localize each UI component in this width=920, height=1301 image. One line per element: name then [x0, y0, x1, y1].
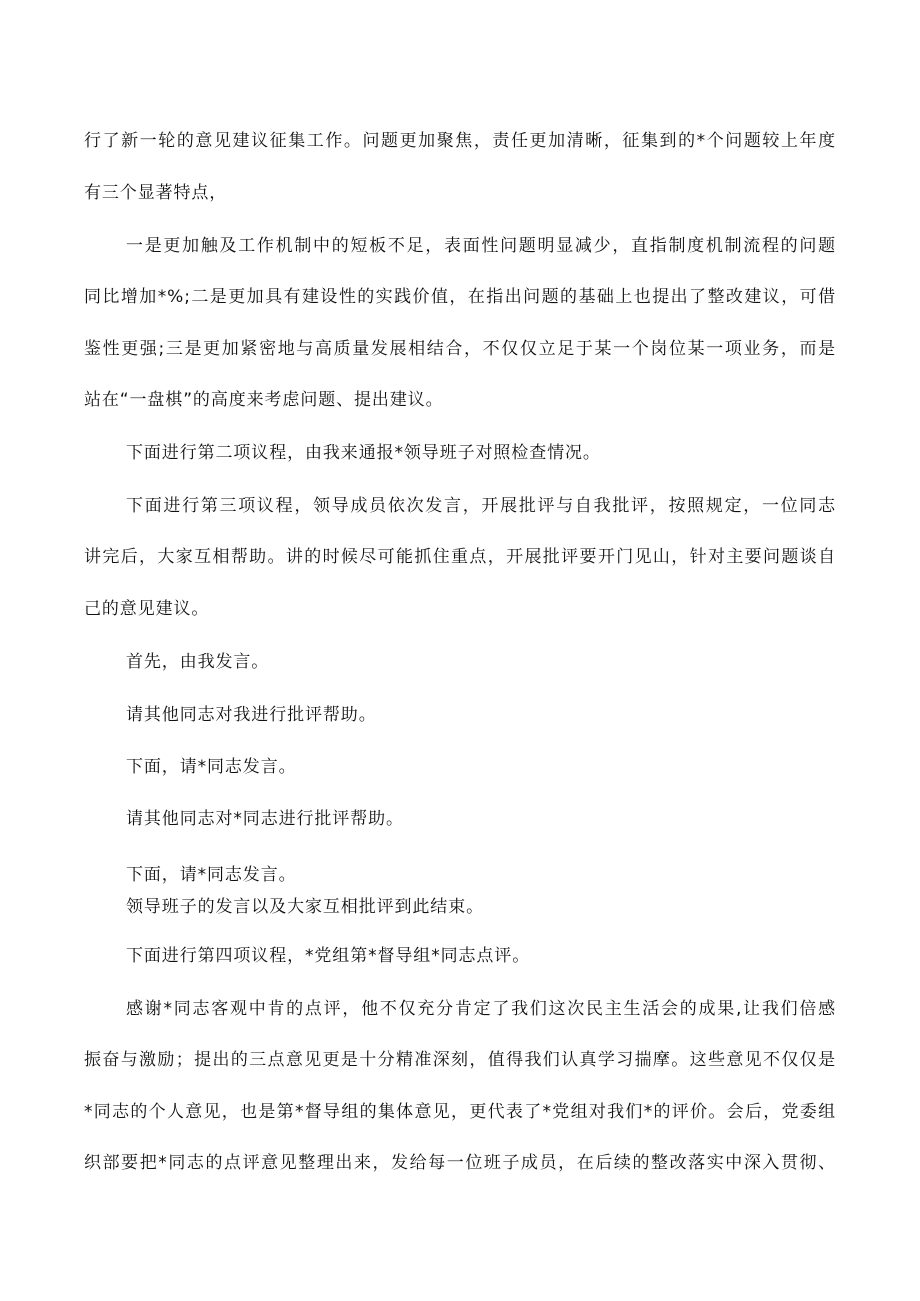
paragraph-4-line-2: 讲完后，大家互相帮助。讲的时候尽可能抓住重点，开展批评要开门见山，针对主要问题谈自 — [84, 547, 836, 567]
paragraph-3: 下面进行第二项议程，由我来通报*领导班子对照检查情况。 — [126, 443, 601, 463]
paragraph-2-line-2: 同比增加*%;二是更加具有建设性的实践价值，在指出问题的基础上也提出了整改建议，可借 — [84, 287, 836, 307]
paragraph-10: 领导班子的发言以及大家互相批评到此结束。 — [126, 897, 484, 917]
paragraph-5: 首先，由我发言。 — [126, 652, 270, 672]
paragraph-7: 下面，请*同志发言。 — [126, 757, 297, 777]
paragraph-2-line-4: 站在“一盘棋”的高度来考虑问题、提出建议。 — [84, 390, 444, 410]
paragraph-1-line-2: 有三个显著特点， — [84, 183, 228, 203]
paragraph-12-line-3: *同志的个人意见，也是第*督导组的集体意见，更代表了*党组对我们*的评价。会后，党委组 — [84, 1102, 836, 1122]
paragraph-2-line-3: 鉴性更强;三是更加紧密地与高质量发展相结合，不仅仅立足于某一个岗位某一项业务，而是 — [84, 339, 836, 359]
paragraph-11: 下面进行第四项议程，*党组第*督导组*同志点评。 — [126, 946, 531, 966]
paragraph-2-line-1: 一是更加触及工作机制中的短板不足，表面性问题明显减少，直指制度机制流程的问题 — [126, 236, 836, 256]
paragraph-1-line-1: 行了新一轮的意见建议征集工作。问题更加聚焦，责任更加清晰，征集到的*个问题较上年度 — [84, 131, 836, 151]
paragraph-12-line-4: 织部要把*同志的点评意见整理出来，发给每一位班子成员，在后续的整改落实中深入贯彻、 — [84, 1153, 836, 1173]
paragraph-9: 下面，请*同志发言。 — [126, 865, 297, 885]
paragraph-6: 请其他同志对我进行批评帮助。 — [126, 705, 377, 725]
paragraph-4-line-1: 下面进行第三项议程，领导成员依次发言，开展批评与自我批评，按照规定，一位同志 — [126, 496, 836, 516]
paragraph-8: 请其他同志对*同志进行批评帮助。 — [126, 809, 404, 829]
paragraph-12-line-2: 振奋与激励；提出的三点意见更是十分精准深刻，值得我们认真学习揣摩。这些意见不仅仅是 — [84, 1050, 836, 1070]
paragraph-4-line-3: 己的意见建议。 — [84, 599, 210, 619]
paragraph-12-line-1: 感谢*同志客观中肯的点评，他不仅充分肯定了我们这次民主生活会的成果,让我们倍感 — [126, 999, 836, 1019]
